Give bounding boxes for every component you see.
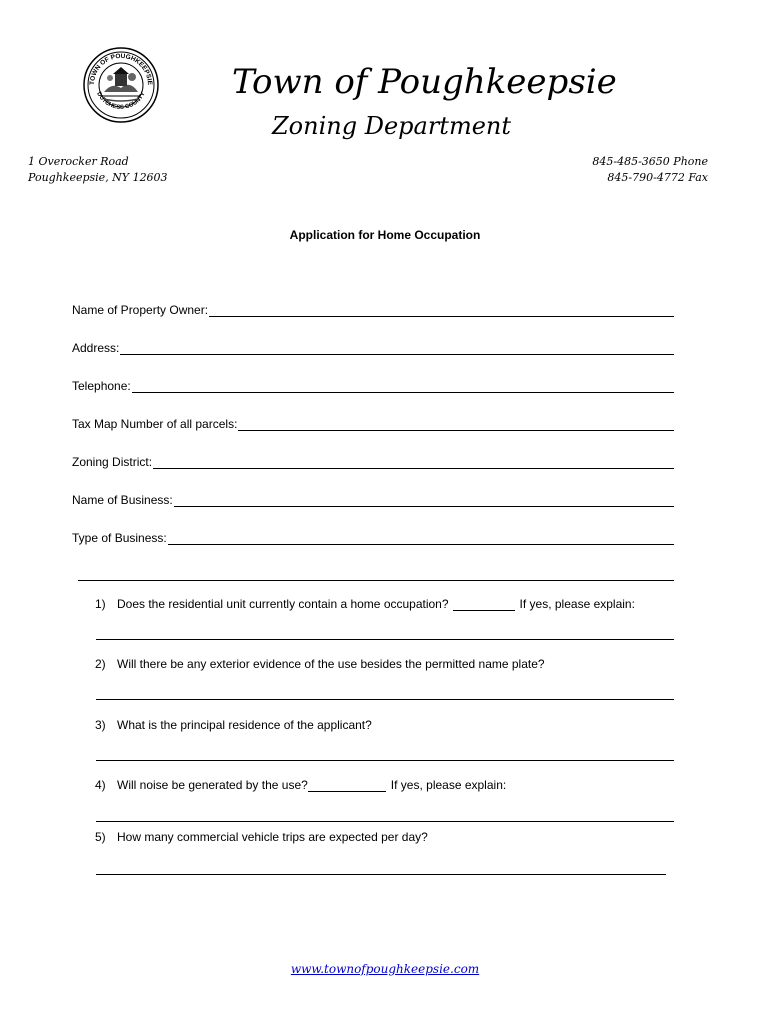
- answer-line-3[interactable]: [96, 760, 674, 761]
- question-followup: If yes, please explain:: [519, 597, 635, 611]
- question-number: 3): [95, 718, 106, 732]
- answer-line-5[interactable]: [96, 874, 666, 875]
- form-title: Application for Home Occupation: [289, 228, 481, 242]
- address-line-2: Poughkeepsie, NY 12603: [28, 171, 168, 184]
- question-number: 4): [95, 778, 106, 792]
- question-number: 1): [95, 597, 106, 611]
- address-line-1: 1 Overocker Road: [28, 155, 129, 168]
- fax-number: 845-790-4772 Fax: [607, 171, 708, 184]
- question-2: [95, 657, 545, 671]
- business-type-continuation-line[interactable]: [78, 580, 674, 581]
- field-label: Name of Property Owner:: [72, 303, 209, 317]
- answer-line-1[interactable]: [96, 639, 674, 640]
- zoning-district-field[interactable]: [72, 453, 674, 469]
- footer: [0, 962, 770, 976]
- field-label: Zoning District:: [72, 455, 153, 469]
- department-subtitle: Zoning Department: [272, 112, 512, 140]
- town-seal-logo: [82, 46, 160, 124]
- phone-number: 845-485-3650 Phone: [592, 155, 708, 168]
- business-name-line[interactable]: [174, 494, 674, 507]
- question-followup: If yes, please explain:: [390, 778, 507, 792]
- question-number: 2): [95, 657, 106, 671]
- question-5: [95, 830, 428, 844]
- mailing-address: [28, 154, 168, 186]
- tax-map-field[interactable]: [72, 415, 674, 431]
- question-text: Will noise be generated by the use?: [117, 778, 308, 792]
- zoning-district-line[interactable]: [153, 456, 674, 469]
- field-label: Type of Business:: [72, 531, 167, 545]
- page-title: Town of Poughkeepsie: [232, 62, 617, 102]
- question-4: [95, 778, 506, 792]
- answer-line-4[interactable]: [96, 821, 674, 822]
- field-label: Name of Business:: [72, 493, 173, 507]
- tax-map-line[interactable]: [238, 418, 674, 431]
- svg-text:TOWN OF POUGHKEEPSIE: TOWN OF POUGHKEEPSIE: [88, 52, 154, 86]
- answer-line-2[interactable]: [96, 699, 674, 700]
- question-number: 5): [95, 830, 106, 844]
- business-type-field[interactable]: [72, 529, 674, 545]
- business-name-field[interactable]: [72, 491, 674, 507]
- website-link[interactable]: www.townofpoughkeepsie.com: [290, 962, 480, 976]
- question-text: Will there be any exterior evidence of the use besides the permitted name plate?: [117, 657, 545, 671]
- svg-text:DUTCHESS COUNTY: DUTCHESS COUNTY: [95, 91, 147, 111]
- field-label: Tax Map Number of all parcels:: [72, 417, 238, 431]
- property-owner-field[interactable]: [72, 301, 674, 317]
- question-1-answer-blank[interactable]: [453, 598, 515, 611]
- contact-numbers: [592, 154, 708, 186]
- property-owner-line[interactable]: [209, 304, 674, 317]
- question-text: Does the residential unit currently contain a home occupation?: [117, 597, 449, 611]
- field-label: Address:: [72, 341, 120, 355]
- question-text: What is the principal residence of the applicant?: [117, 718, 372, 732]
- question-1: [95, 597, 635, 611]
- address-field[interactable]: [72, 339, 674, 355]
- telephone-line[interactable]: [132, 380, 674, 393]
- question-3: [95, 718, 372, 732]
- telephone-field[interactable]: [72, 377, 674, 393]
- business-type-line[interactable]: [168, 532, 674, 545]
- question-text: How many commercial vehicle trips are expected per day?: [117, 830, 428, 844]
- question-4-answer-blank[interactable]: [308, 779, 386, 792]
- field-label: Telephone:: [72, 379, 131, 393]
- address-line[interactable]: [120, 342, 674, 355]
